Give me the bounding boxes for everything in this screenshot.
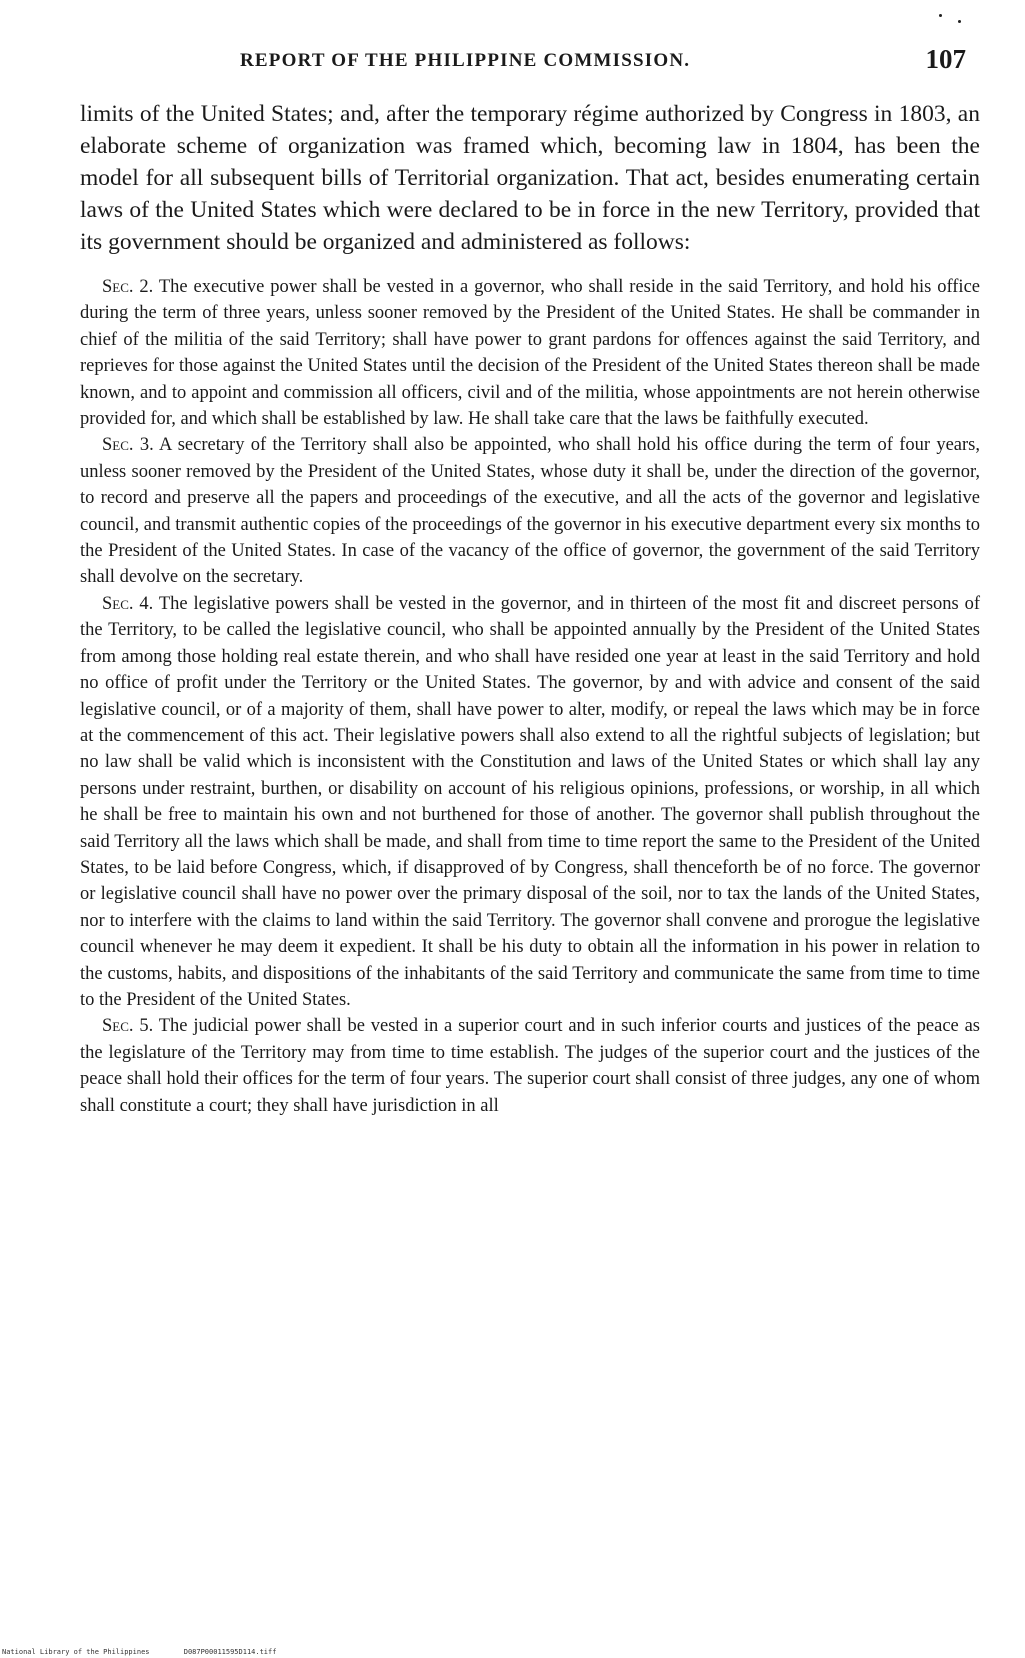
section-3-label: Sec. 3. xyxy=(102,435,154,456)
section-3-paragraph xyxy=(80,432,980,590)
section-2-paragraph xyxy=(80,274,980,432)
body-text xyxy=(80,98,980,1119)
intro-paragraph: limits of the United States; and, after the temporary régime authorized by Congress in 1803, an elaborate scheme of organization was framed which, becoming law in 1804, has been the model for all subsequent bills of Territorial organization. That act, besides enumerating certain laws of the United States which were declared to be in force in the new Territory, provided that its government should be organized and administered as follows: xyxy=(80,101,980,255)
running-head: REPORT OF THE PHILIPPINE COMMISSION. xyxy=(240,50,691,71)
section-4-text: The legislative powers shall be vested in the governor, and in thirteen of the most fit and discreet persons of the Territory, to be called the legislative council, who shall be appointed annually by the President of the United States from among those holding real estate therein, and who shall have resided one year at least in the said Territory and hold no office of profit under the Territory or the United States. The governor, by and with advice and consent of the said legislative council, or of a majority of them, shall have power to alter, modify, or repeal the laws which may be in force at the commencement of this act. Their legislative powers shall also extend to all the rightful subjects of legislation; but no law shall be valid which is inconsistent with the Constitution and laws of the United States or which shall lay any persons under restraint, burthen, or disability on account of his religious opinions, professions, or worship, in all which he shall be free to maintain his own and not burthened for those of another. The governor shall publish throughout the said Territory all the laws which shall be made, and shall from time to time report the same to the President of the United States, to be laid before Congress, which, if disapproved of by Congress, shall thenceforth be of no force. The governor or legislative council shall have no power over the primary disposal of the soil, nor to tax the lands of the United States, nor to interfere with the claims to land within the said Territory. The governor shall convene and prorogue the legislative council whenever he may deem it expedient. It shall be his duty to obtain all the information in his power in relation to the customs, habits, and dispositions of the inhabitants of the said Territory and communicate the same from time to time to the President of the United States. xyxy=(80,593,981,1010)
section-4-paragraph xyxy=(80,591,980,1014)
section-5-text: The judicial power shall be vested in a superior court and in such inferior courts and justices of the peace as the legislature of the Territory may from time to time establish. The judges of the superior court and the justices of the peace shall hold their offices for the term of four years. The superior court shall consist of three judges, any one of whom shall constitute a court; they shall have jurisdiction in all xyxy=(80,1016,981,1116)
section-5-paragraph xyxy=(80,1013,980,1119)
scan-footer xyxy=(2,1648,306,1656)
footer-file: D087P00011595D114.tiff xyxy=(183,1648,277,1656)
section-2-label: Sec. 2. xyxy=(102,277,154,297)
section-4-label: Sec. 4. xyxy=(102,593,154,614)
section-5-label: Sec. 5. xyxy=(102,1016,154,1037)
section-3-text: A secretary of the Territory shall also be appointed, who shall hold his office during the term of four years, unless sooner removed by the President of the United States, whose duty it shall be, under the direction of the governor, to record and preserve all the papers and proceedings of the executive, and all the acts of the governor and legislative council, and transmit authentic copies of the proceedings of the governor in his executive department every six months to the President of the United States. In case of the vacancy of the office of governor, the government of the said Territory shall devolve on the secretary. xyxy=(80,435,981,588)
section-2-text: The executive power shall be vested in a governor, who shall reside in the said Territory, and hold his office during the term of three years, unless sooner removed by the President of the United States. He shall be commander in chief of the militia of the said Territory; shall have power to grant pardons for offences against the said Territory, and reprieves for those against the United States until the decision of the President of the United States thereon shall be made known, and to appoint and commission all officers, civil and of the militia, whose appointments are not herein otherwise provided for, and which shall be established by law. He shall take care that the laws be faithfully executed. xyxy=(80,277,980,430)
page-number: 107 xyxy=(925,44,966,74)
scan-speck xyxy=(958,20,961,23)
page-header xyxy=(80,44,980,80)
footer-library: National Library of the Philippines xyxy=(2,1648,150,1656)
scan-speck xyxy=(939,14,942,17)
